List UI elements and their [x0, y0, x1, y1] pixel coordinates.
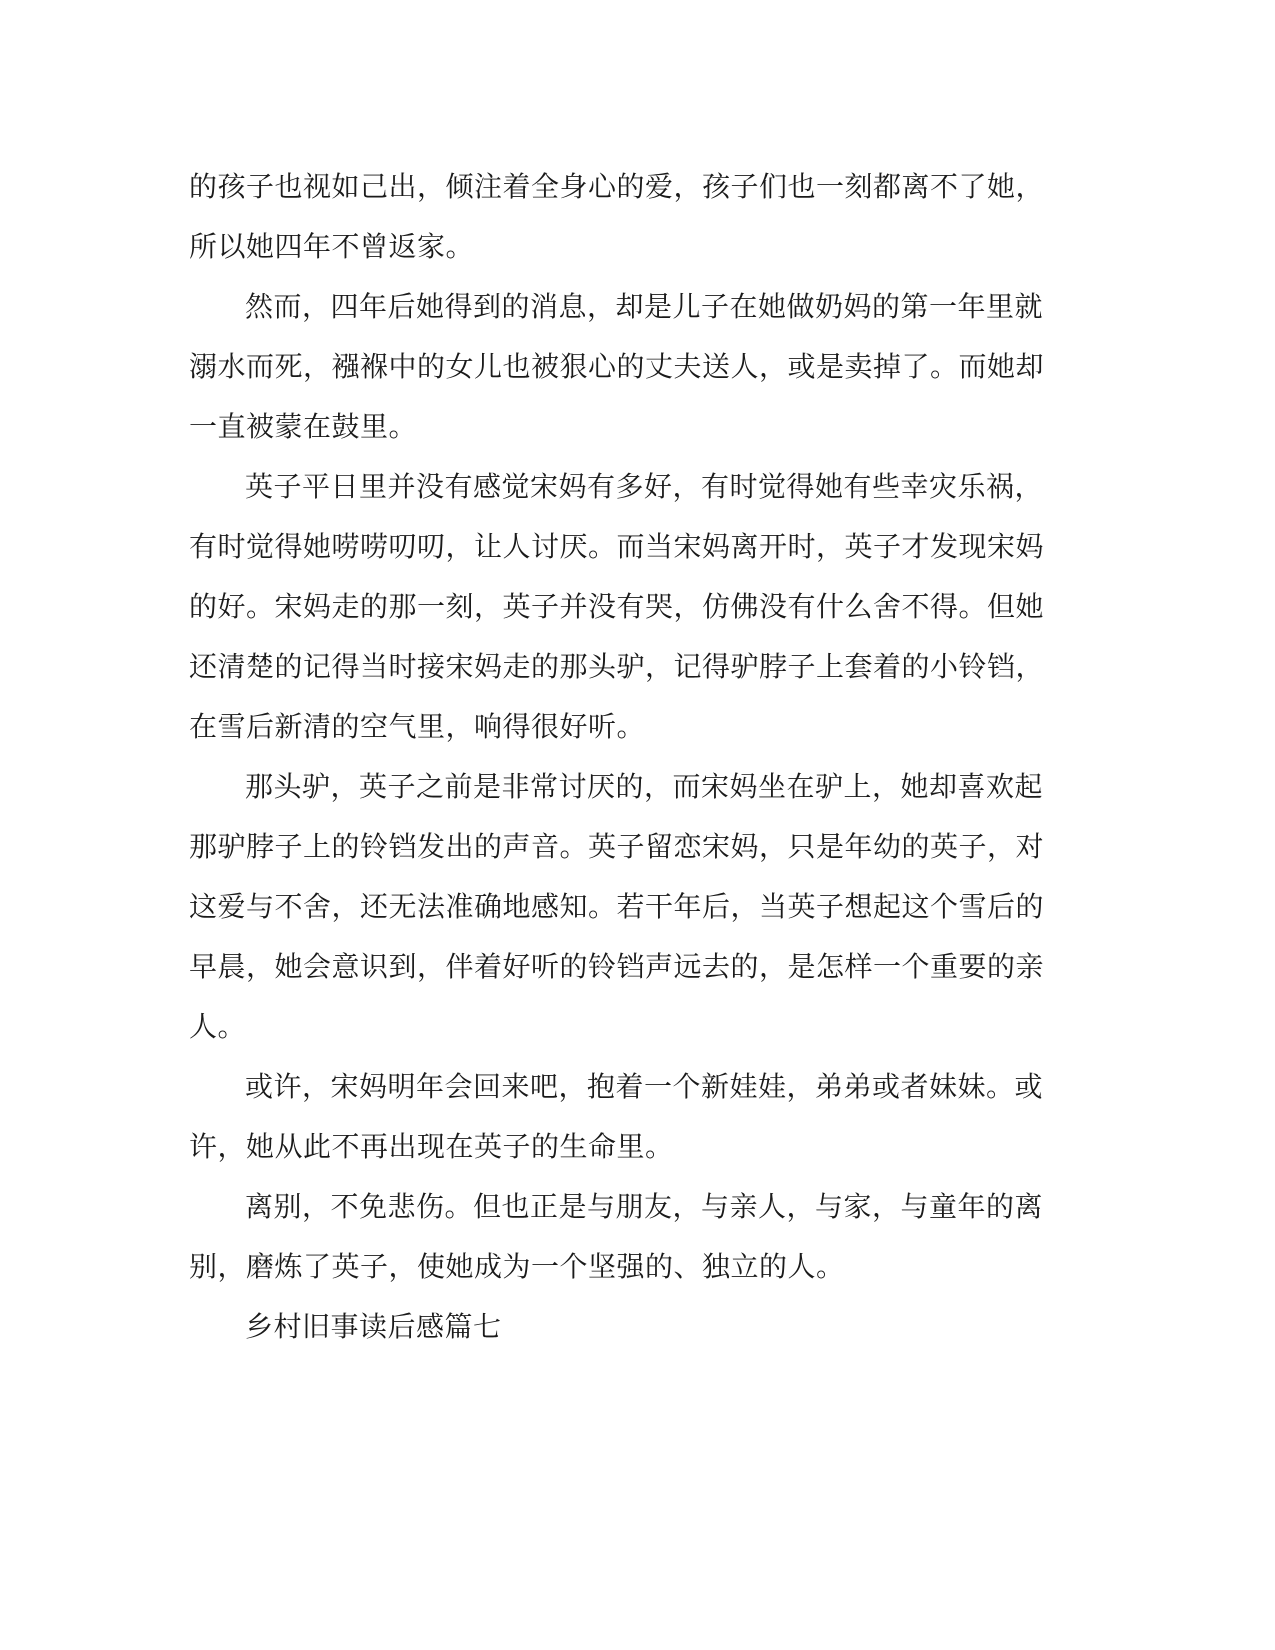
paragraph: 离别，不免悲伤。但也正是与朋友，与亲人，与家，与童年的离别，磨炼了英子，使她成为一个坚强的、独立的人。 [189, 1190, 1044, 1283]
section-heading: 乡村旧事读后感篇七 [245, 1310, 502, 1343]
paragraph: 然而，四年后她得到的消息，却是儿子在她做奶妈的第一年里就溺水而死，襁褓中的女儿也被狠心的丈夫送人，或是卖掉了。而她却一直被蒙在鼓里。 [189, 290, 1045, 443]
paragraph: 或许，宋妈明年会回来吧，抱着一个新娃娃，弟弟或者妹妹。或许，她从此不再出现在英子的生命里。 [189, 1070, 1044, 1163]
document-body [189, 157, 1069, 1357]
paragraph-continuation: 的孩子也视如己出，倾注着全身心的爱，孩子们也一刻都离不了她，所以她四年不曾返家。 [189, 170, 1045, 263]
paragraph: 英子平日里并没有感觉宋妈有多好，有时觉得她有些幸灾乐祸，有时觉得她唠唠叨叨，让人讨厌。而当宋妈离开时，英子才发现宋妈的好。宋妈走的那一刻，英子并没有哭，仿佛没有什么舍不得。但她还清楚的记得当时接宋妈走的那头驴，记得驴脖子上套着的小铃铛，在雪后新清的空气里，响得很好听。 [189, 470, 1045, 743]
paragraph: 那头驴，英子之前是非常讨厌的，而宋妈坐在驴上，她却喜欢起那驴脖子上的铃铛发出的声音。英子留恋宋妈，只是年幼的英子，对这爱与不舍，还无法准确地感知。若干年后，当英子想起这个雪后的早晨，她会意识到，伴着好听的铃铛声远去的，是怎样一个重要的亲人。 [189, 770, 1045, 1043]
